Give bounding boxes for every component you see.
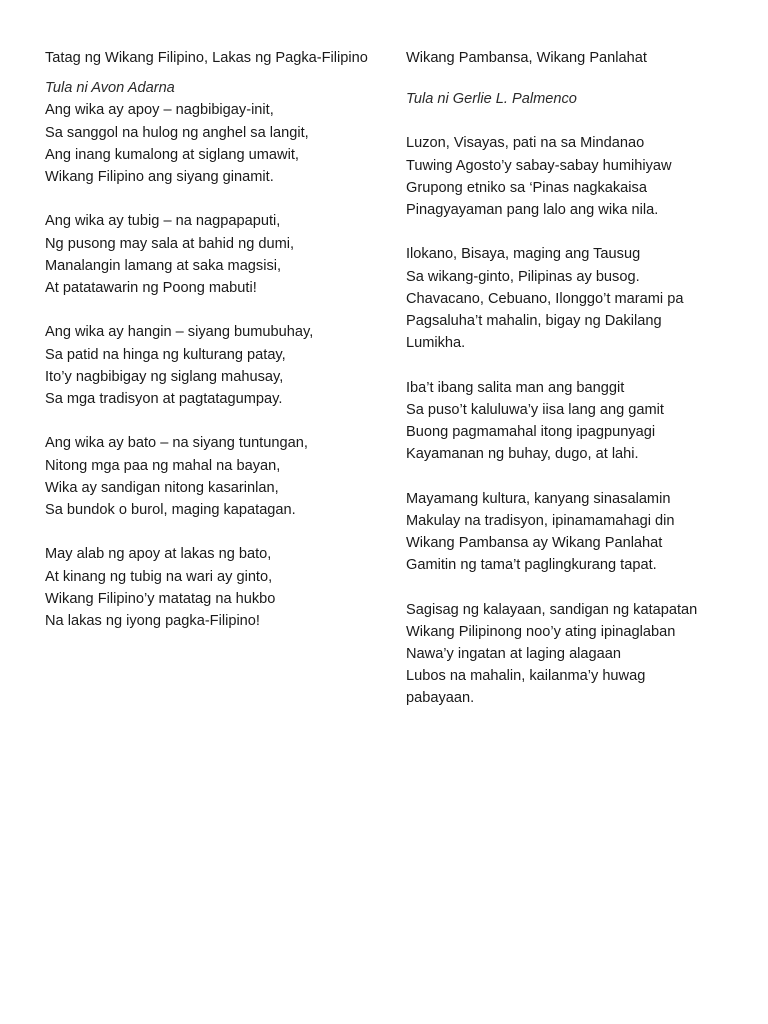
verse-line: Buong pagmamahal itong ipagpunyagi [406, 424, 656, 441]
poem-right [406, 47, 736, 732]
poem-left [45, 47, 375, 654]
stanza [45, 432, 375, 521]
poem-author: Tula ni Gerlie L. Palmenco [406, 91, 577, 108]
verse-line: Sa sanggol na hulog ng anghel sa langit, [45, 124, 309, 141]
verse-line: Iba’t ibang salita man ang banggit [406, 379, 625, 396]
verse-line: At kinang ng tubig na wari ay ginto, [45, 568, 273, 585]
stanza [45, 543, 375, 632]
verse-line: Wika ay sandigan nitong kasarinlan, [45, 479, 279, 496]
verse-line: Pinagyayaman pang lalo ang wika nila. [406, 202, 659, 219]
verse-line: Pagsaluha’t mahalin, bigay ng Dakilang Lumikha. [406, 313, 662, 352]
verse-line: Sa mga tradisyon at pagtatagumpay. [45, 391, 283, 408]
verse-line: Manalangin lamang at saka magsisi, [45, 257, 282, 274]
stanza [406, 377, 736, 466]
verse-line: May alab ng apoy at lakas ng bato, [45, 546, 272, 563]
verse-line: Chavacano, Cebuano, Ilonggo’t marami pa [406, 290, 684, 307]
poem-author: Tula ni Avon Adarna [45, 80, 175, 97]
verse-line: Luzon, Visayas, pati na sa Mindanao [406, 135, 645, 152]
verse-line: Wikang Filipino ang siyang ginamit. [45, 169, 274, 186]
stanza [406, 132, 736, 221]
verse-line: Sa puso’t kaluluwa’y iisa lang ang gamit [406, 401, 664, 418]
verse-line: Ang wika ay tubig – na nagpapaputi, [45, 213, 281, 230]
verse-line: Grupong etniko sa ‘Pinas nagkakaisa [406, 179, 647, 196]
stanza [406, 599, 736, 710]
verse-line: Kayamanan ng buhay, dugo, at lahi. [406, 446, 639, 463]
verse-line: Na lakas ng iyong pagka-Filipino! [45, 613, 260, 630]
stanza [406, 488, 736, 577]
poem-title: Wikang Pambansa, Wikang Panlahat [406, 50, 647, 66]
verse-line: Lubos na mahalin, kailanma’y huwag pabayaan. [406, 668, 646, 707]
verse-line: Ng pusong may sala at bahid ng dumi, [45, 235, 295, 252]
verse-line: Nitong mga paa ng mahal na bayan, [45, 457, 281, 474]
verse-line: Makulay na tradisyon, ipinamamahagi din [406, 512, 675, 529]
stanza [45, 210, 375, 299]
verse-line: Ang inang kumalong at siglang umawit, [45, 146, 299, 163]
verse-line: Sagisag ng kalayaan, sandigan ng katapatan [406, 601, 698, 618]
verse-line: Sa bundok o burol, maging kapatagan. [45, 502, 296, 519]
verse-line: Ilokano, Bisaya, maging ang Tausug [406, 246, 641, 263]
verse-line: Gamitin ng tama’t paglingkurang tapat. [406, 557, 657, 574]
verse-line: Wikang Pambansa ay Wikang Panlahat [406, 535, 663, 552]
verse-line: Wikang Filipino’y matatag na hukbo [45, 590, 276, 607]
verse-line: Ang wika ay apoy – nagbibigay-init, [45, 102, 274, 119]
stanza [406, 243, 736, 354]
verse-line: Tuwing Agosto’y sabay-sabay humihiyaw [406, 157, 672, 174]
stanza [45, 99, 375, 188]
verse-line: Ito’y nagbibigay ng siglang mahusay, [45, 368, 284, 385]
verse-line: At patatawarin ng Poong mabuti! [45, 280, 257, 297]
verse-line: Nawa’y ingatan at laging alagaan [406, 646, 622, 663]
verse-line: Sa wikang-ginto, Pilipinas ay busog. [406, 268, 640, 285]
poem-title: Tatag ng Wikang Filipino, Lakas ng Pagka-Filipino [45, 50, 368, 66]
verse-line: Ang wika ay bato – na siyang tuntungan, [45, 435, 308, 452]
verse-line: Sa patid na hinga ng kulturang patay, [45, 346, 286, 363]
verse-line: Ang wika ay hangin – siyang bumubuhay, [45, 324, 314, 341]
stanza [45, 321, 375, 410]
verse-line: Wikang Pilipinong noo’y ating ipinaglaban [406, 623, 676, 640]
verse-line: Mayamang kultura, kanyang sinasalamin [406, 490, 671, 507]
